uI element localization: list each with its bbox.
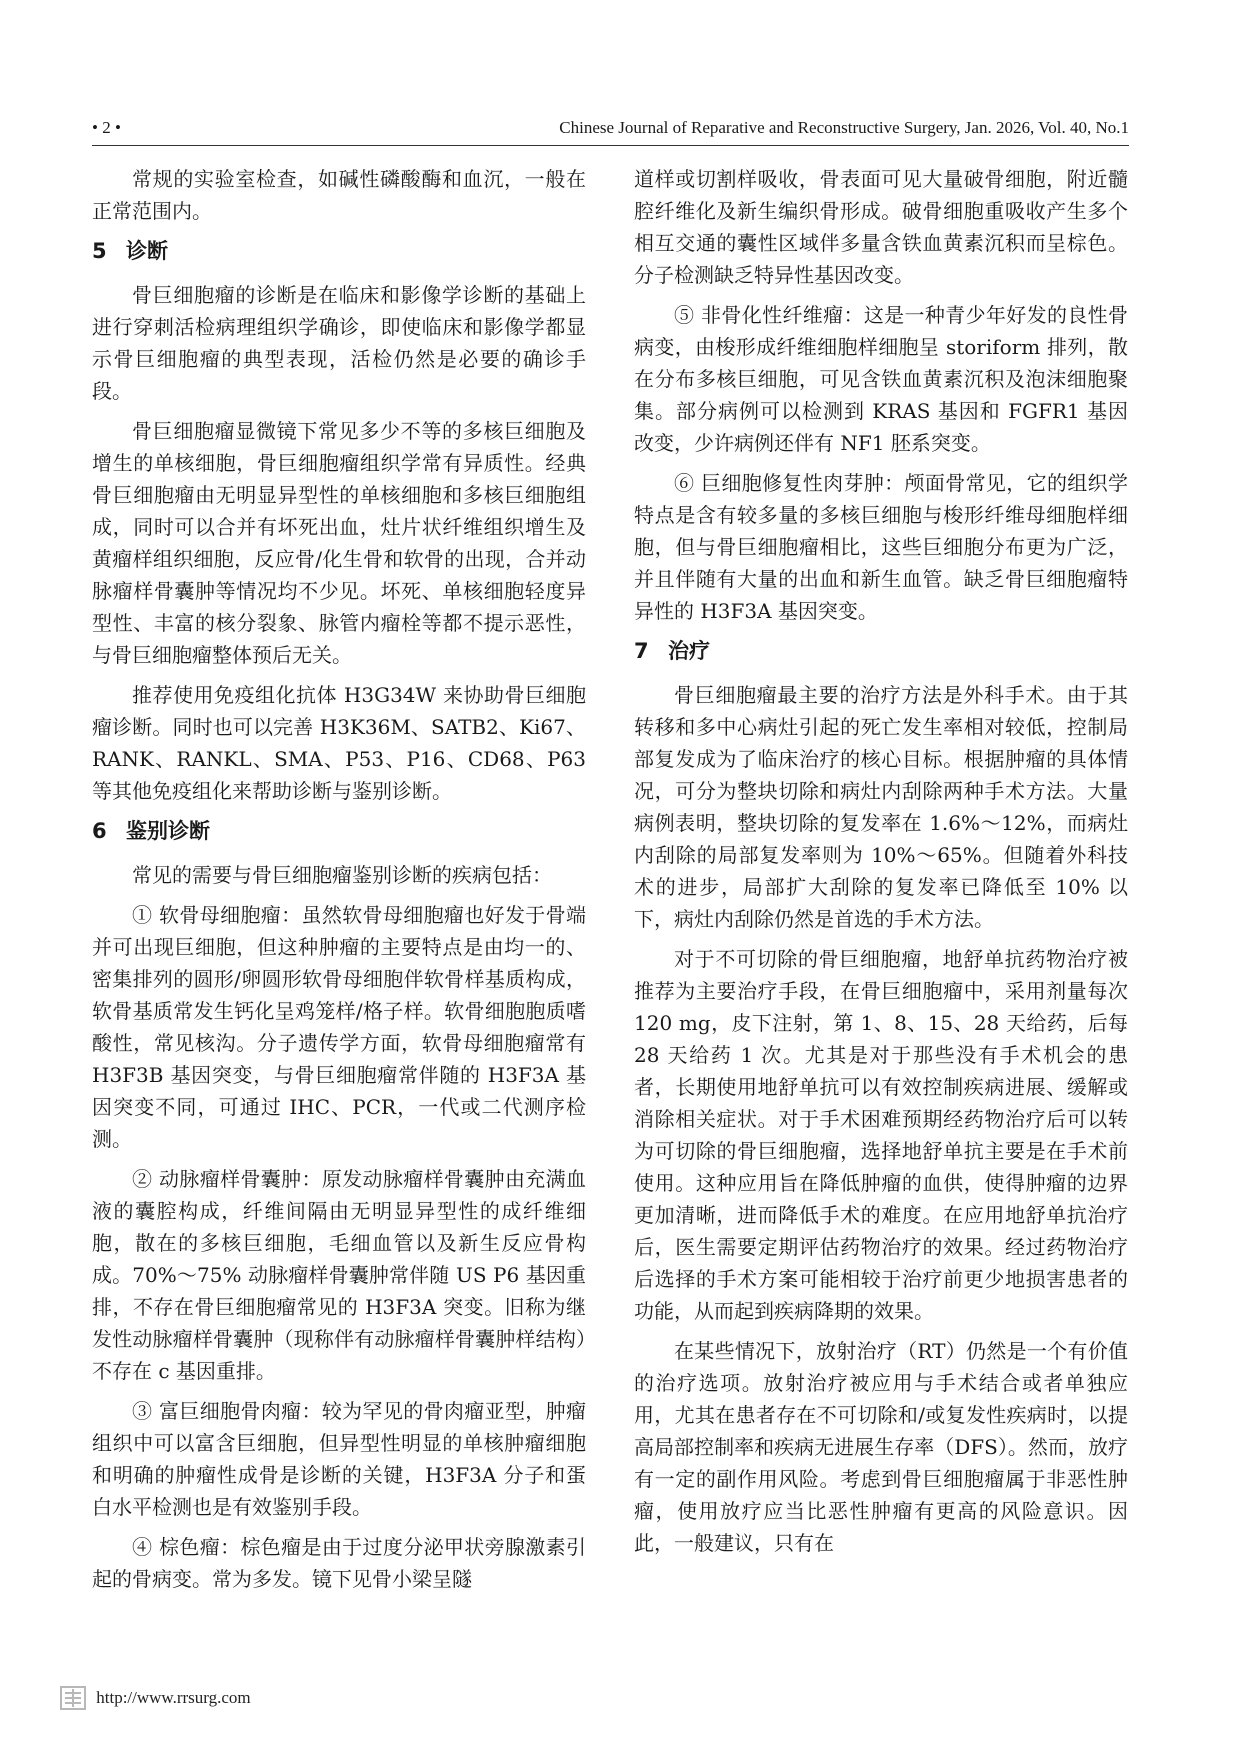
running-header	[92, 118, 1129, 140]
journal-logo-icon	[60, 1686, 86, 1710]
section-title: 鉴别诊断	[126, 819, 210, 843]
section-heading	[92, 815, 586, 847]
section-title: 治疗	[668, 639, 710, 663]
body-paragraph: ② 动脉瘤样骨囊肿：原发动脉瘤样骨囊肿由充满血液的囊腔构成，纤维间隔由无明显异型性的成纤维细胞，散在的多核巨细胞，毛细血管以及新生反应骨构成。70%～75% 动脉瘤样骨囊肿常伴随 US P6 基因重排，不存在骨巨细胞瘤常见的 H3F3A 突变。旧称为继发性动脉瘤样骨囊肿（现称伴有动脉瘤样骨囊肿样结构）不存在 c 基因重排。	[92, 1167, 586, 1383]
journal-citation: Chinese Journal of Reparative and Reconstructive Surgery, Jan. 2026, Vol. 40, No.1	[559, 118, 1129, 137]
body-paragraph: 对于不可切除的骨巨细胞瘤，地舒单抗药物治疗被推荐为主要治疗手段，在骨巨细胞瘤中，采用剂量每次 120 mg，皮下注射，第 1、8、15、28 天给药，后每 28 天给药 1 次。尤其是对于那些没有手术机会的患者，长期使用地舒单抗可以有效控制疾病进展、缓解或消除相关症状。对于手术困难预期经药物治疗后可以转为可切除的骨巨细胞瘤，选择地舒单抗主要是在手术前使用。这种应用旨在降低肿瘤的血供，使得肿瘤的边界更加清晰，进而降低手术的难度。在应用地舒单抗治疗后，医生需要定期评估药物治疗的效果。经过药物治疗后选择的手术方案可能相较于治疗前更少地损害患者的功能，从而起到疾病降期的效果。	[634, 947, 1128, 1323]
section-number: 5	[92, 239, 107, 263]
body-paragraph: ⑥ 巨细胞修复性肉芽肿：颅面骨常见，它的组织学特点是含有较多量的多核巨细胞与梭形纤维母细胞样细胞，但与骨巨细胞瘤相比，这些巨细胞分布更为广泛，并且伴随有大量的出血和新生血管。缺乏骨巨细胞瘤特异性的 H3F3A 基因突变。	[634, 471, 1128, 623]
section-heading	[634, 635, 1128, 667]
section-number: 7	[634, 639, 649, 663]
body-paragraph: 骨巨细胞瘤的诊断是在临床和影像学诊断的基础上进行穿刺活检病理组织学确诊，即使临床和影像学都显示骨巨细胞瘤的典型表现，活检仍然是必要的确诊手段。	[92, 283, 586, 403]
body-paragraph: 骨巨细胞瘤最主要的治疗方法是外科手术。由于其转移和多中心病灶引起的死亡发生率相对较低，控制局部复发成为了临床治疗的核心目标。根据肿瘤的具体情况，可分为整块切除和病灶内刮除两种手术方法。大量病例表明，整块切除的复发率在 1.6%～12%，而病灶内刮除的局部复发率则为 10%～65%。但随着外科技术的进步，局部扩大刮除的复发率已降低至 10% 以下，病灶内刮除仍然是首选的手术方法。	[634, 683, 1128, 931]
body-paragraph: 推荐使用免疫组化抗体 H3G34W 来协助骨巨细胞瘤诊断。同时也可以完善 H3K36M、SATB2、Ki67、RANK、RANKL、SMA、P53、P16、CD68、P63 等其他免疫组化来帮助诊断与鉴别诊断。	[92, 683, 586, 803]
body-paragraph: 常见的需要与骨巨细胞瘤鉴别诊断的疾病包括：	[132, 863, 552, 887]
body-paragraph: ⑤ 非骨化性纤维瘤：这是一种青少年好发的良性骨病变，由梭形成纤维细胞样细胞呈 storiform 排列，散在分布多核巨细胞，可见含铁血黄素沉积及泡沫细胞聚集。部分病例可以检测到 KRAS 基因和 FGFR1 基因改变，少许病例还伴有 NF1 胚系突变。	[634, 303, 1128, 455]
section-number: 6	[92, 819, 107, 843]
section-heading	[92, 235, 586, 267]
right-column	[634, 163, 1128, 1567]
body-paragraph: 骨巨细胞瘤显微镜下常见多少不等的多核巨细胞及增生的单核细胞，骨巨细胞瘤组织学常有异质性。经典骨巨细胞瘤由无明显异型性的单核细胞和多核巨细胞组成，同时可以合并有坏死出血，灶片状纤维组织增生及黄瘤样组织细胞，反应骨/化生骨和软骨的出现，合并动脉瘤样骨囊肿等情况均不少见。坏死、单核细胞轻度异型性、丰富的核分裂象、脉管内瘤栓等都不提示恶性，与骨巨细胞瘤整体预后无关。	[92, 419, 586, 667]
footer-url[interactable]: http://www.rrsurg.com	[96, 1688, 251, 1707]
body-paragraph: 在某些情况下，放射治疗（RT）仍然是一个有价值的治疗选项。放射治疗被应用与手术结合或者单独应用，尤其在患者存在不可切除和/或复发性疾病时，以提高局部控制率和疾病无进展生存率（DFS）。然而，放疗有一定的副作用风险。考虑到骨巨细胞瘤属于非恶性肿瘤，使用放疗应当比恶性肿瘤有更高的风险意识。因此，一般建议，只有在	[634, 1339, 1128, 1555]
body-paragraph: 常规的实验室检查，如碱性磷酸酶和血沉，一般在正常范围内。	[92, 167, 586, 223]
left-column	[92, 163, 586, 1603]
page-number: • 2 •	[92, 118, 121, 137]
body-paragraph: 道样或切割样吸收，骨表面可见大量破骨细胞，附近髓腔纤维化及新生编织骨形成。破骨细胞重吸收产生多个相互交通的囊性区域伴多量含铁血黄素沉积而呈棕色。分子检测缺乏特异性基因改变。	[634, 167, 1128, 287]
body-paragraph: ① 软骨母细胞瘤：虽然软骨母细胞瘤也好发于骨端并可出现巨细胞，但这种肿瘤的主要特点是由均一的、密集排列的圆形/卵圆形软骨母细胞伴软骨样基质构成，软骨基质常发生钙化呈鸡笼样/格子样。软骨细胞胞质嗜酸性，常见核沟。分子遗传学方面，软骨母细胞瘤常有 H3F3B 基因突变，与骨巨细胞瘤常伴随的 H3F3A 基因突变不同，可通过 IHC、PCR，一代或二代测序检测。	[92, 903, 586, 1151]
header-rule	[92, 145, 1129, 146]
body-paragraph: ④ 棕色瘤：棕色瘤是由于过度分泌甲状旁腺激素引起的骨病变。常为多发。镜下见骨小梁呈隧	[92, 1535, 586, 1591]
body-paragraph: ③ 富巨细胞骨肉瘤：较为罕见的骨肉瘤亚型，肿瘤组织中可以富含巨细胞，但异型性明显的单核肿瘤细胞和明确的肿瘤性成骨是诊断的关键，H3F3A 分子和蛋白水平检测也是有效鉴别手段。	[92, 1399, 586, 1519]
footer	[60, 1686, 251, 1712]
section-title: 诊断	[126, 239, 168, 263]
